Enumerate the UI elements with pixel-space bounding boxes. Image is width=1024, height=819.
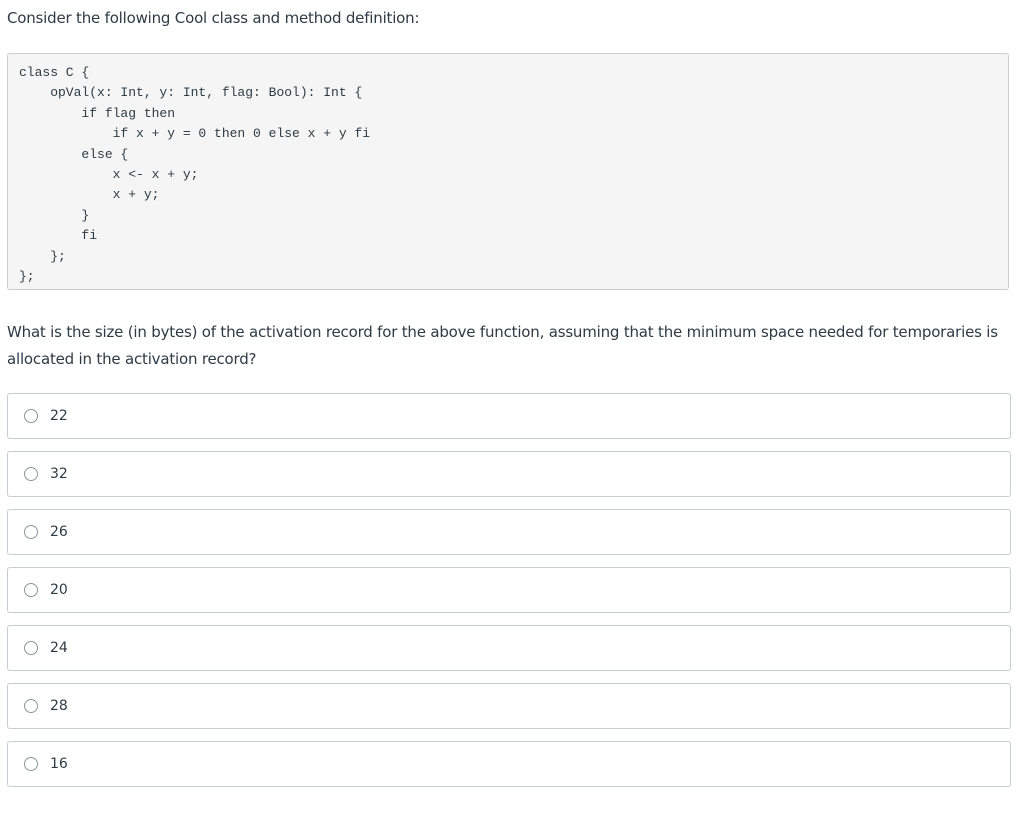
answer-option-20[interactable]: [7, 567, 1011, 613]
radio-button[interactable]: [24, 583, 38, 597]
code-line: fi: [19, 228, 98, 244]
answer-option-28[interactable]: [7, 683, 1011, 729]
code-line: if flag then: [19, 105, 176, 121]
code-line: if x + y = 0 then 0 else x + y fi: [19, 126, 371, 142]
radio-button[interactable]: [24, 525, 38, 539]
code-line: class C {: [19, 65, 90, 80]
code-line: opVal(x: Int, y: Int, flag: Bool): Int {: [19, 85, 363, 101]
code-line: x + y;: [19, 187, 160, 203]
question-text: What is the size (in bytes) of the activation record for the above function, assuming that the minimum space needed for temporaries is allocated in the activation record?: [7, 323, 998, 368]
code-block: [7, 53, 1009, 290]
answer-option-32[interactable]: [7, 451, 1011, 497]
answer-list: [7, 393, 1011, 799]
code-line: else {: [19, 146, 129, 162]
answer-label: 22: [50, 408, 68, 424]
answer-label: 24: [50, 640, 68, 656]
answer-option-22[interactable]: [7, 393, 1011, 439]
answer-option-24[interactable]: [7, 625, 1011, 671]
radio-button[interactable]: [24, 409, 38, 423]
answer-label: 28: [50, 698, 68, 714]
code-line: x <- x + y;: [19, 166, 199, 182]
answer-label: 20: [50, 582, 68, 598]
code-line: };: [19, 268, 35, 284]
answer-option-16[interactable]: [7, 741, 1011, 787]
answer-option-26[interactable]: [7, 509, 1011, 555]
radio-button[interactable]: [24, 757, 38, 771]
radio-button[interactable]: [24, 467, 38, 481]
radio-button[interactable]: [24, 699, 38, 713]
question-intro: Consider the following Cool class and method definition:: [7, 9, 420, 27]
code-line: }: [19, 207, 90, 223]
answer-label: 26: [50, 524, 68, 540]
code-line: };: [19, 248, 66, 264]
answer-label: 16: [50, 756, 68, 772]
answer-label: 32: [50, 466, 68, 482]
radio-button[interactable]: [24, 641, 38, 655]
